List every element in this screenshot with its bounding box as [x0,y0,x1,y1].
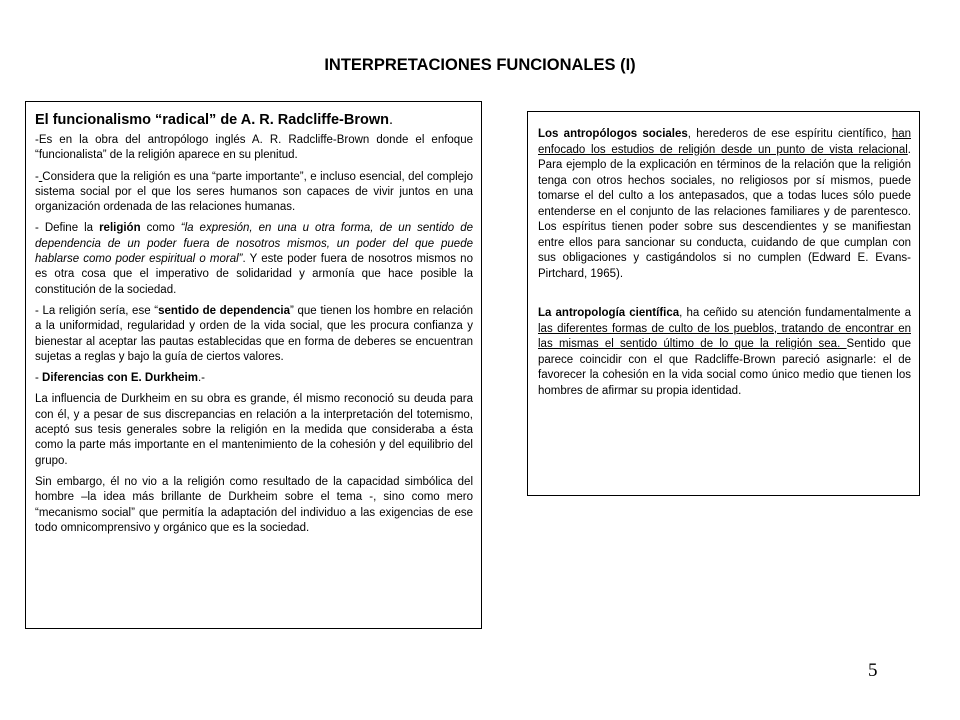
paragraph-5-lead: - [35,372,43,385]
right-paragraph-1-tail: . Para ejemplo de la explicación en términos de la relación que la religión tenga con otros hechos sociales, no religiosos por sí mismos, puede tomarse el del culto a los antepasados, que a todas luces sólo puede entenderse en el conjunto de las relaciones familiares y de parentesco. Los espíritus tienen poder sobre sus descendientes y se manifiestan entre ellos para sancionar su conducta, cuidando de que cumplan con sus obligaciones y castigándolos si no cumplen (Edward E. Evans-Pirtchard, 1965). [538,143,911,280]
religion-term: religión [99,222,141,235]
paragraph-3-lead: - Define la [35,222,100,235]
right-paragraph-1-underline: han enfocado los estudios de religión desde un punto de vista relacional [538,128,911,156]
paragraph-5 [35,371,473,386]
paragraph-7: Sin embargo, él no vio a la religión como resultado de la capacidad simbólica del hombre –la idea más brillante de Durkheim sobre el tema -, sino como mero “mecanismo social” que permitía la adaptación del individuo a las exigencias de ese todo omnicomprensivo y orgánico que es la sociedad. [35,475,473,534]
left-heading-text: El funcionalismo “radical” de A. R. Radcliffe-Brown [35,112,389,128]
paragraph-1: -Es en la obra del antropólogo inglés A. R. Radcliffe-Brown donde el enfoque “funcionalista” de la religión aparece en su plenitud. [35,134,473,162]
page-title: INTERPRETACIONES FUNCIONALES (I) [324,56,636,74]
paragraph-4 [35,304,473,365]
scientific-anthropology-term: La antropología científica [538,307,680,319]
left-heading [35,111,473,129]
right-paragraph-2-underline: las diferentes formas de culto de los pueblos, tratando de encontrar en las mismas el sentido último de lo que la religión sea. [538,322,911,350]
left-heading-end: . [388,112,393,128]
right-text-box [527,111,920,496]
paragraph-4-tail: ” que tienen los hombre en relación a la uniformidad, regularidad y orden de la vida social, que les procura confianza y bienestar al aceptar las pautas establecidas que en forma de deberes se encuentran sujetas a reglas y bajo la guía de ciertos valores. [35,304,474,363]
religion-definition-quote: “la expresión, en una u otra forma, de un sentido de dependencia de un poder fuera de nosotros mismos, un poder del que puede hablarse como poder espiritual o moral” [35,222,474,266]
durkheim-differences-heading: Diferencias con E. Durkheim [42,372,198,385]
paragraph-5-tail: .- [197,372,206,385]
social-anthropologists-term: Los antropólogos sociales [538,128,688,140]
paragraph-3 [35,221,473,297]
paragraph-2-dash: - [35,170,39,183]
right-paragraph-2-lead: , ha ceñido su atención fundamentalmente a [679,307,911,319]
right-paragraph-1 [538,127,911,282]
paragraph-3-mid: como [140,222,181,235]
paragraph-2-text: Considera que la religión es una “parte importante”, e incluso esencial, del complejo sistema social por el que los seres humanos son capaces de vivir juntos en una organización ordenada de las relaciones humanas. [35,170,473,214]
paragraph-2 [35,170,473,216]
page-number: 5 [868,660,878,681]
right-paragraph-2 [538,306,911,399]
right-paragraph-2-tail: Sentido que parece coincidir con el que Radcliffe-Brown pareció asignarle: el de favorecer la cohesión en la vida social como único medio que tienen los hombres de afirmar su propia identidad. [538,338,911,397]
paragraph-4-lead: - La religión sería, ese “ [35,304,159,317]
paragraph-3-tail: . Y este poder fuera de nosotros mismos no es otra cosa que el imperativo de solidaridad y armonía que hace posible la constitución de la sociedad. [35,253,473,296]
right-paragraph-1-lead: , herederos de ese espíritu científico, [687,128,892,140]
paragraph-6: La influencia de Durkheim en su obra es grande, él mismo reconoció su deuda para con él, y a pesar de sus discrepancias en relación a la interpretación del totemismo, aceptó sus tesis generales sobre la religión en la medida que consideraba a ésta como la parte más importante en el mantenimiento de la cohesión y del equilibrio del grupo. [35,393,473,467]
left-text-box [25,101,482,629]
dependence-term: sentido de dependencia [158,304,290,317]
